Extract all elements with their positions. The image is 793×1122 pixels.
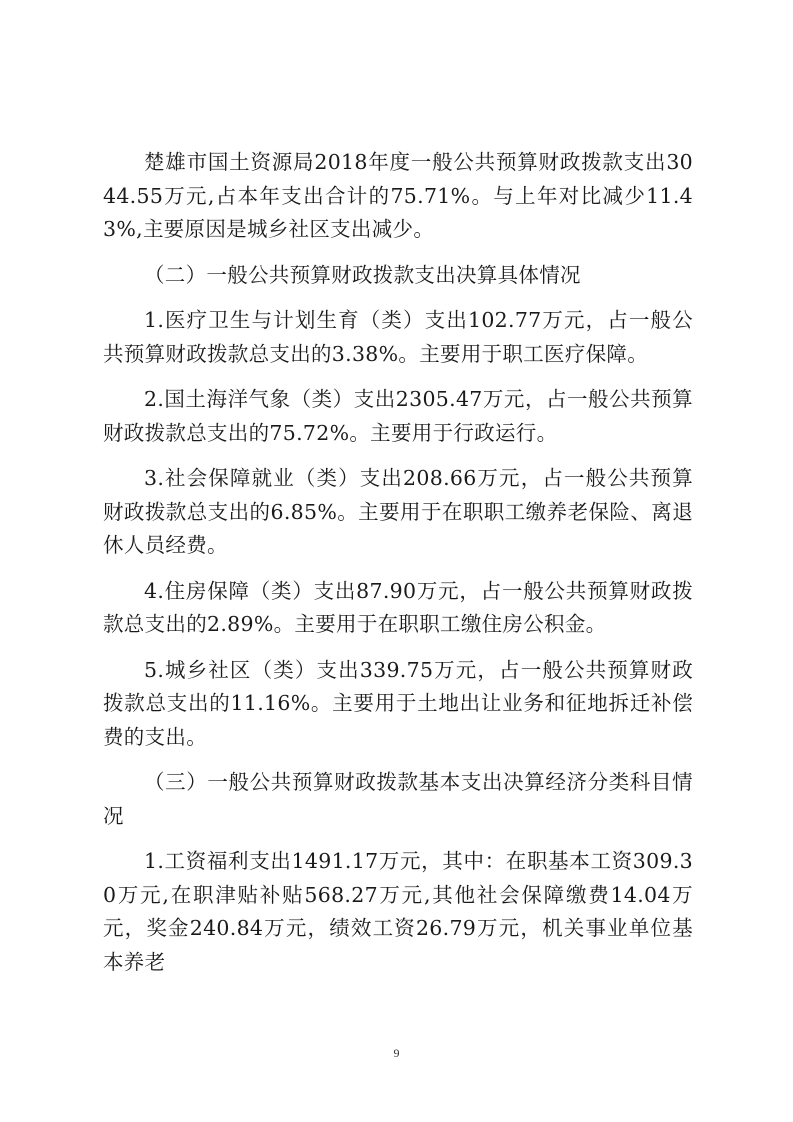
paragraph-item-medical: 1.医疗卫生与计划生育（类）支出102.77万元，占一般公共预算财政拨款总支出的3.38%。主要用于职工医疗保障。 (103, 308, 693, 366)
section-heading-3: （三）一般公共预算财政拨款基本支出决算经济分类科目情况 (103, 770, 693, 828)
paragraph-item-salary: 1.工资福利支出1491.17万元，其中：在职基本工资309.30万元,在职津贴补贴568.27万元,其他社会保障缴费14.04万元，奖金240.84万元，绩效工资26.79万元，机关事业单位基本养老 (103, 849, 693, 974)
section-heading-2: （二）一般公共预算财政拨款支出决算具体情况 (144, 262, 581, 287)
paragraph-summary: 楚雄市国土资源局2018年度一般公共预算财政拨款支出3044.55万元,占本年支出合计的75.71%。与上年对比减少11.43%,主要原因是城乡社区支出减少。 (103, 150, 693, 241)
paragraph-item-urban-rural: 5.城乡社区（类）支出339.75万元，占一般公共预算财政拨款总支出的11.16%。主要用于土地出让业务和征地拆迁补偿费的支出。 (103, 657, 693, 749)
paragraph-item-housing: 4.住房保障（类）支出87.90万元，占一般公共预算财政拨款总支出的2.89%。主要用于在职职工缴住房公积金。 (103, 578, 693, 636)
paragraph-item-land: 2.国土海洋气象（类）支出2305.47万元，占一般公共预算财政拨款总支出的75.72%。主要用于行政运行。 (103, 387, 693, 445)
page-number: 9 (393, 1046, 400, 1060)
document-body (103, 146, 693, 991)
paragraph-item-social-security: 3.社会保障就业（类）支出208.66万元，占一般公共预算财政拨款总支出的6.85%。主要用于在职职工缴养老保险、离退休人员经费。 (103, 466, 693, 557)
